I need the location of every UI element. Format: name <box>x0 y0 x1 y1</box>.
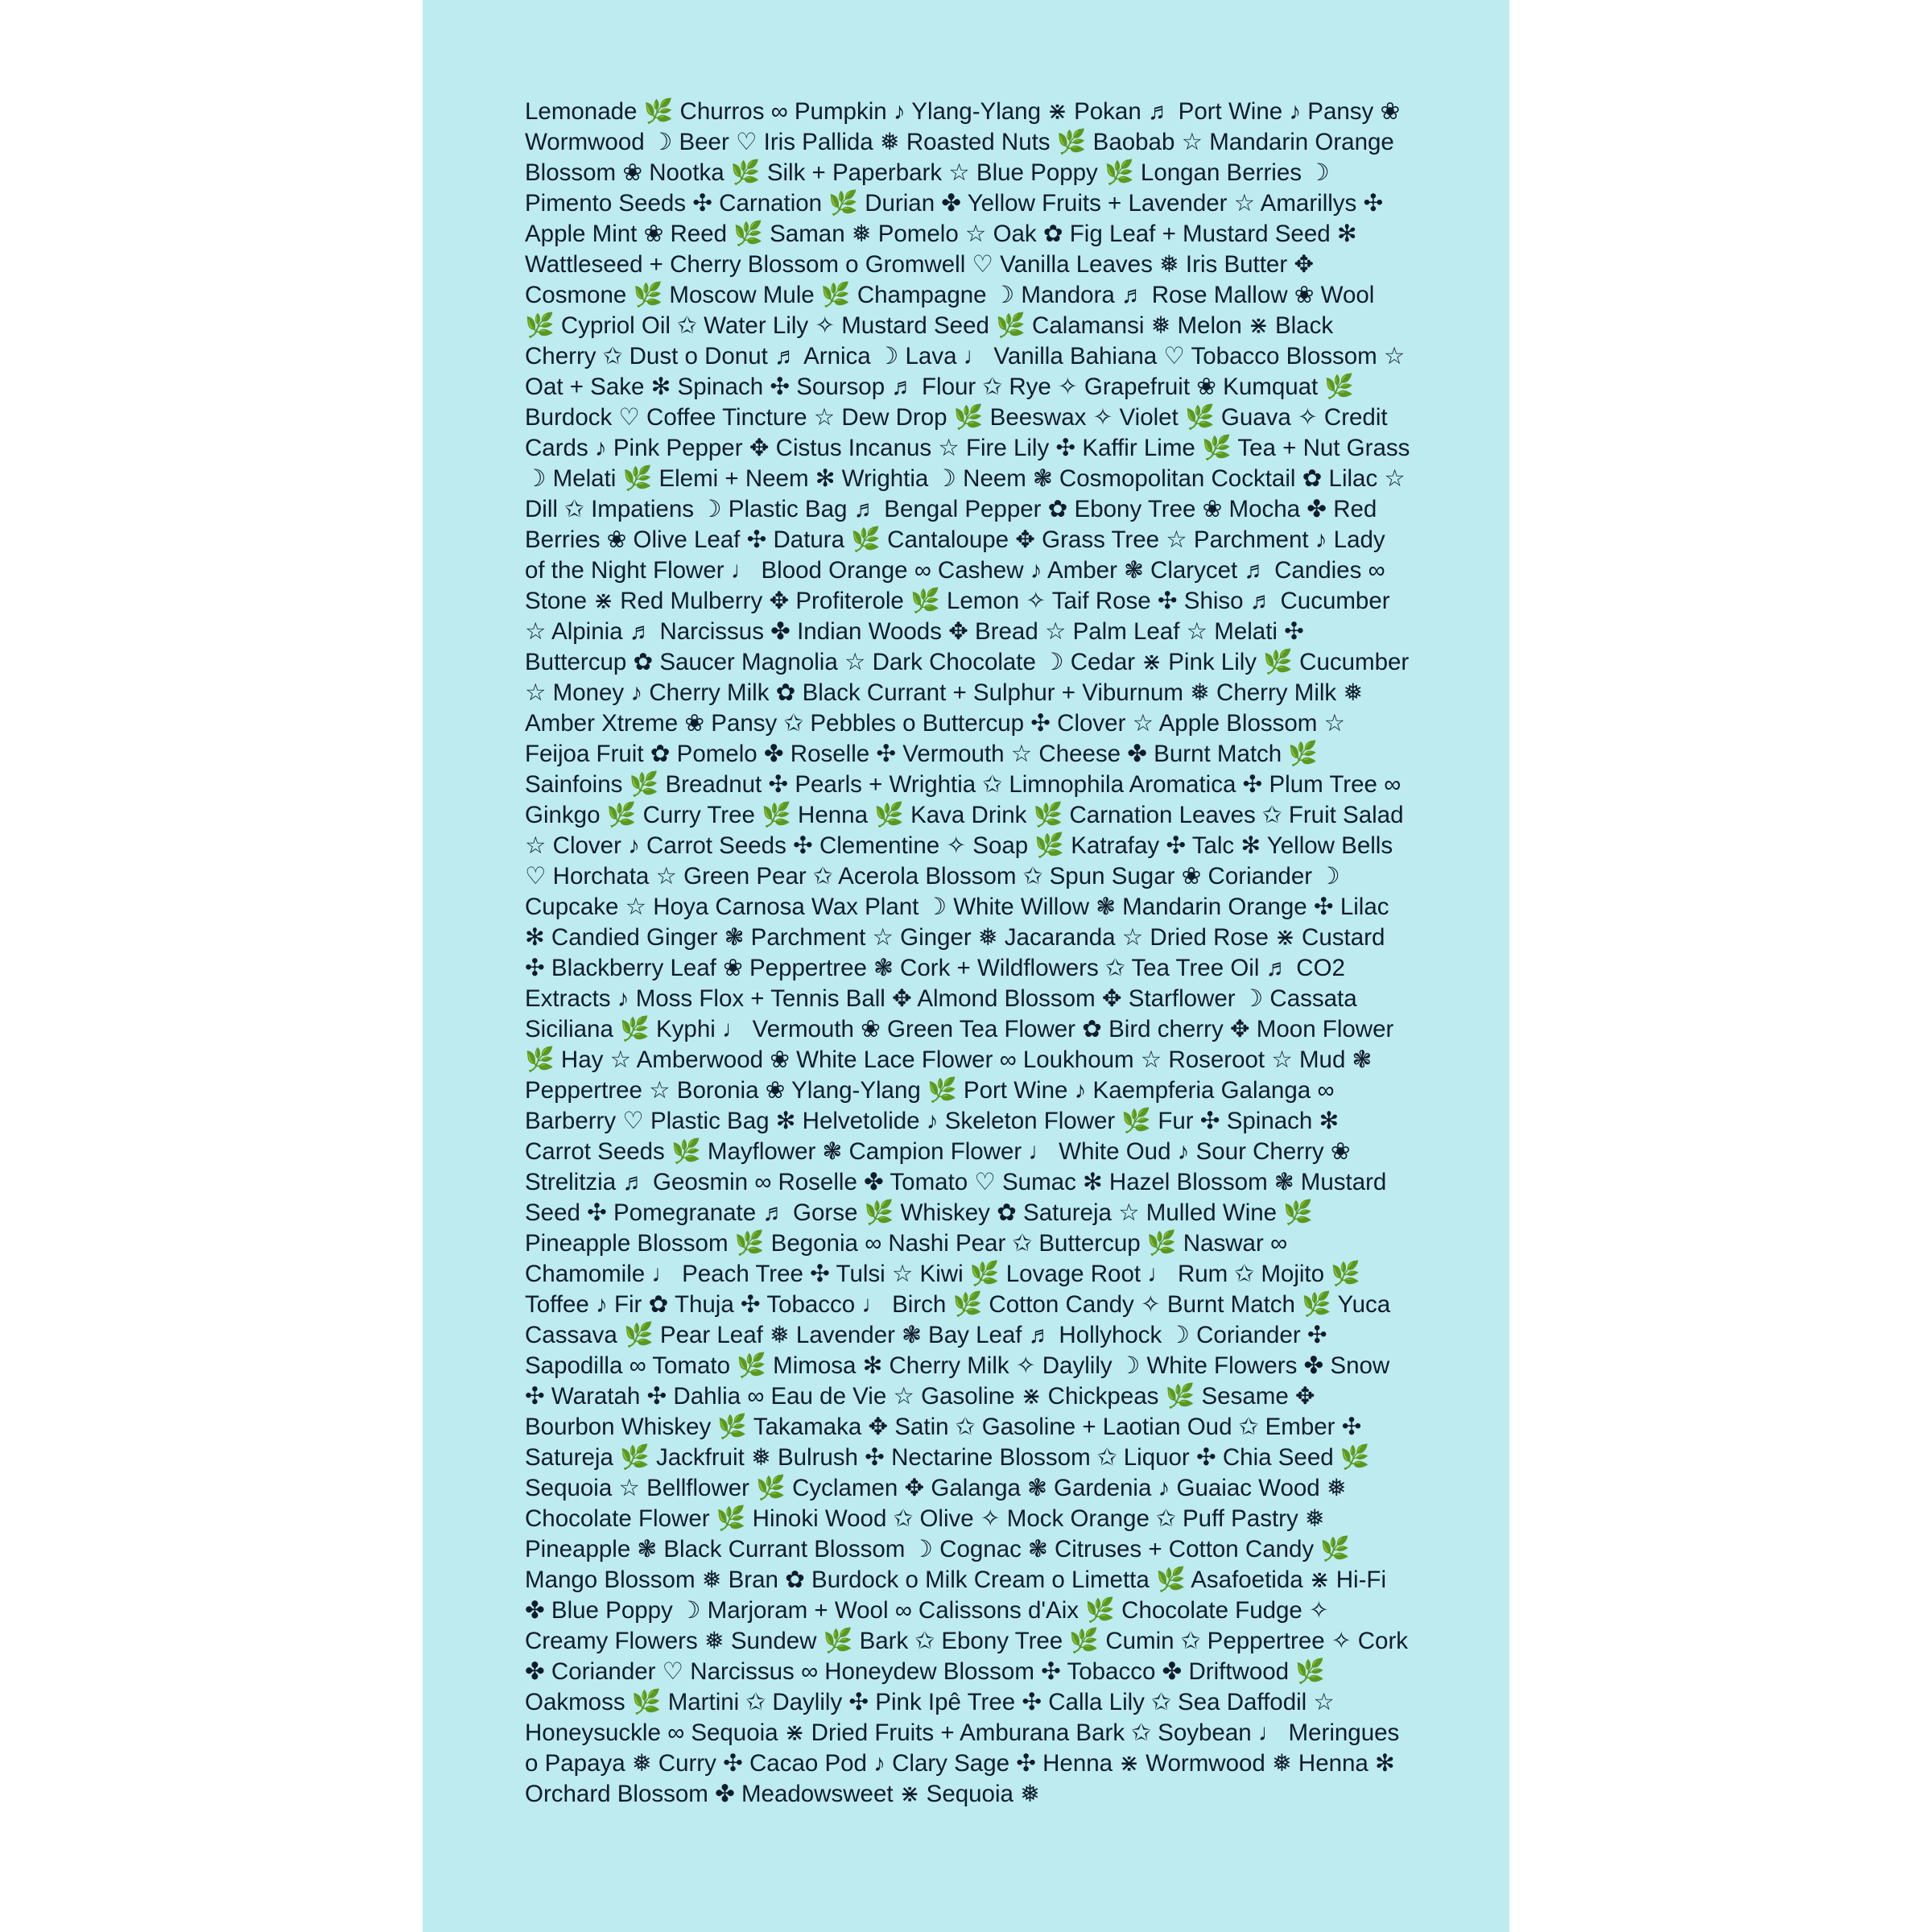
document-text: Lemonade 🌿 Churros ∞ Pumpkin ♪ Ylang-Ylang ⋇ Pokan ♬ Port Wine ♪ Pansy ❀ Wormwood ☽ Beer ♡ Iris Pallida ❅ Roasted Nuts 🌿 Baobab ☆ Mandarin Orange Blossom ❀ Nootka 🌿 Silk + Paperbark ☆ Blue Poppy 🌿 Longan Berries ☽ Pimento Seeds ✣ Carnation 🌿 Durian ✤ Yellow Fruits + Lavender ☆ Amarillys ✣ Apple Mint ❀ Reed 🌿 Saman ❅ Pomelo ☆ Oak ✿ Fig Leaf + Mustard Seed ✻ Wattleseed + Cherry Blossom o Gromwell ♡ Vanilla Leaves ❅ Iris Butter ✥ Cosmone 🌿 Moscow Mule 🌿 Champagne ☽ Mandora ♬ Rose Mallow ❀ Wool 🌿 Cypriol Oil ✩ Water Lily ✧ Mustard Seed 🌿 Calamansi ❅ Melon ⋇ Black Cherry ✩ Dust o Donut ♬ Arnica ☽ Lava ♩ Vanilla Bahiana ♡ Tobacco Blossom ☆ Oat + Sake ✻ Spinach ✣ Soursop ♬ Flour ✩ Rye ✧ Grapefruit ❀ Kumquat 🌿 Burdock ♡ Coffee Tincture ☆ Dew Drop 🌿 Beeswax ✧ Violet 🌿 Guava ✧ Credit Cards ♪ Pink Pepper ✥ Cistus Incanus ☆ Fire Lily ✣ Kaffir Lime 🌿 Tea + Nut Grass ☽ Melati 🌿 Elemi + Neem ✻ Wrightia ☽ Neem ❃ Cosmopolitan Cocktail ✿ Lilac ☆ Dill ✩ Impatiens ☽ Plastic Bag ♬ Bengal Pepper ✿ Ebony Tree ❀ Mocha ✤ Red Berries ❀ Olive Leaf ✣ Datura 🌿 Cantaloupe ✥ Grass Tree ☆ Parchment ♪ Lady of the Night Flower ♩ Blood Orange ∞ Cashew ♪ Amber ❃ Clarycet ♬ Candies ∞ Stone ⋇ Red Mulberry ✥ Profiterole 🌿 Lemon ✧ Taif Rose ✣ Shiso ♬ Cucumber ☆ Alpinia ♬ Narcissus ✤ Indian Woods ✥ Bread ☆ Palm Leaf ☆ Melati ✣ Buttercup ✿ Saucer Magnolia ☆ Dark Chocolate ☽ Cedar ⋇ Pink Lily 🌿 Cucumber ☆ Money ♪ Cherry Milk ✿ Black Currant + Sulphur + Viburnum ❅ Cherry Milk ❅ Amber Xtreme ❀ Pansy ✩ Pebbles o Buttercup ✣ Clover ☆ Apple Blossom ☆ Feijoa Fruit ✿ Pomelo ✤ Roselle ✣ Vermouth ☆ Cheese ✤ Burnt Match 🌿 Sainfoins 🌿 Breadnut ✣ Pearls + Wrightia ✩ Limnophila Aromatica ✣ Plum Tree ∞ Ginkgo 🌿 Curry Tree 🌿 Henna 🌿 Kava Drink 🌿 Carnation Leaves ✩ Fruit Salad ☆ Clover ♪ Carrot Seeds ✣ Clementine ✧ Soap 🌿 Katrafay ✣ Talc ✻ Yellow Bells ♡ Horchata ☆ Green Pear ✩ Acerola Blossom ✩ Spun Sugar ❀ Coriander ☽ Cupcake ☆ Hoya Carnosa Wax Plant ☽ White Willow ❃ Mandarin Orange ✣ Lilac ✻ Candied Ginger ❃ Parchment ☆ Ginger ❅ Jacaranda ☆ Dried Rose ⋇ Custard ✣ Blackberry Leaf ❀ Peppertree ❃ Cork + Wildflowers ✩ Tea Tree Oil ♬ CO2 Extracts ♪ Moss Flox + Tennis Ball ✥ Almond Blossom ✥ Starflower ☽ Cassata Siciliana 🌿 Kyphi ♩ Vermouth ❀ Green Tea Flower ✿ Bird cherry ✥ Moon Flower 🌿 Hay ☆ Amberwood ❀ White Lace Flower ∞ Loukhoum ☆ Roseroot ☆ Mud ❃ Peppertree ☆ Boronia ❀ Ylang-Ylang 🌿 Port Wine ♪ Kaempferia Galanga ∞ Barberry ♡ Plastic Bag ✻ Helvetolide ♪ Skeleton Flower 🌿 Fur ✣ Spinach ✻ Carrot Seeds 🌿 Mayflower ❃ Campion Flower ♩ White Oud ♪ Sour Cherry ❀ Strelitzia ♬ Geosmin ∞ Roselle ✤ Tomato ♡ Sumac ✻ Hazel Blossom ❃ Mustard Seed ✣ Pomegranate ♬ Gorse 🌿 Whiskey ✿ Satureja ☆ Mulled Wine 🌿 Pineapple Blossom 🌿 Begonia ∞ Nashi Pear ✩ Buttercup 🌿 Naswar ∞ Chamomile ♩ Peach Tree ✣ Tulsi ☆ Kiwi 🌿 Lovage Root ♩ Rum ✩ Mojito 🌿 Toffee ♪ Fir ✿ Thuja ✣ Tobacco ♩ Birch 🌿 Cotton Candy ✧ Burnt Match 🌿 Yuca Cassava 🌿 Pear Leaf ❅ Lavender ❃ Bay Leaf ♬ Hollyhock ☽ Coriander ✣ Sapodilla ∞ Tomato 🌿 Mimosa ✻ Cherry Milk ✧ Daylily ☽ White Flowers ✤ Snow ✣ Waratah ✣ Dahlia ∞ Eau de Vie ☆ Gasoline ⋇ Chickpeas 🌿 Sesame ✥ Bourbon Whiskey 🌿 Takamaka ✥ Satin ✩ Gasoline + Laotian Oud ✩ Ember ✣ Satureja 🌿 Jackfruit ❅ Bulrush ✣ Nectarine Blossom ✩ Liquor ✣ Chia Seed 🌿 Sequoia ☆ Bellflower 🌿 Cyclamen ✥ Galanga ❃ Gardenia ♪ Guaiac Wood ❅ Chocolate Flower 🌿 Hinoki Wood ✩ Olive ✧ Mock Orange ✩ Puff Pastry ❅ Pineapple ❃ Black Currant Blossom ☽ Cognac ❃ Citruses + Cotton Candy 🌿 Mango Blossom ❅ Bran ✿ Burdock o Milk Cream o Limetta 🌿 Asafoetida ⋇ Hi-Fi ✤ Blue Poppy ☽ Marjoram + Wool ∞ Calissons d'Aix 🌿 Chocolate Fudge ✧ Creamy Flowers ❅ Sundew 🌿 Bark ✩ Ebony Tree 🌿 Cumin ✩ Peppertree ✧ Cork ✤ Coriander ♡ Narcissus ∞ Honeydew Blossom ✣ Tobacco ✤ Driftwood 🌿 Oakmoss 🌿 Martini ✩ Daylily ✣ Pink Ipê Tree ✣ Calla Lily ✩ Sea Daffodil ☆ Honeysuckle ∞ Sequoia ⋇ Dried Fruits + Amburana Bark ✩ Soybean ♩ Meringues o Papaya ❅ Curry ✣ Cacao Pod ♪ Clary Sage ✣ Henna ⋇ Wormwood ❅ Henna ✻ Orchard Blossom ✤ Meadowsweet ⋇ Sequoia ❅ <box>525 98 1410 1807</box>
document-page <box>423 0 1509 1932</box>
